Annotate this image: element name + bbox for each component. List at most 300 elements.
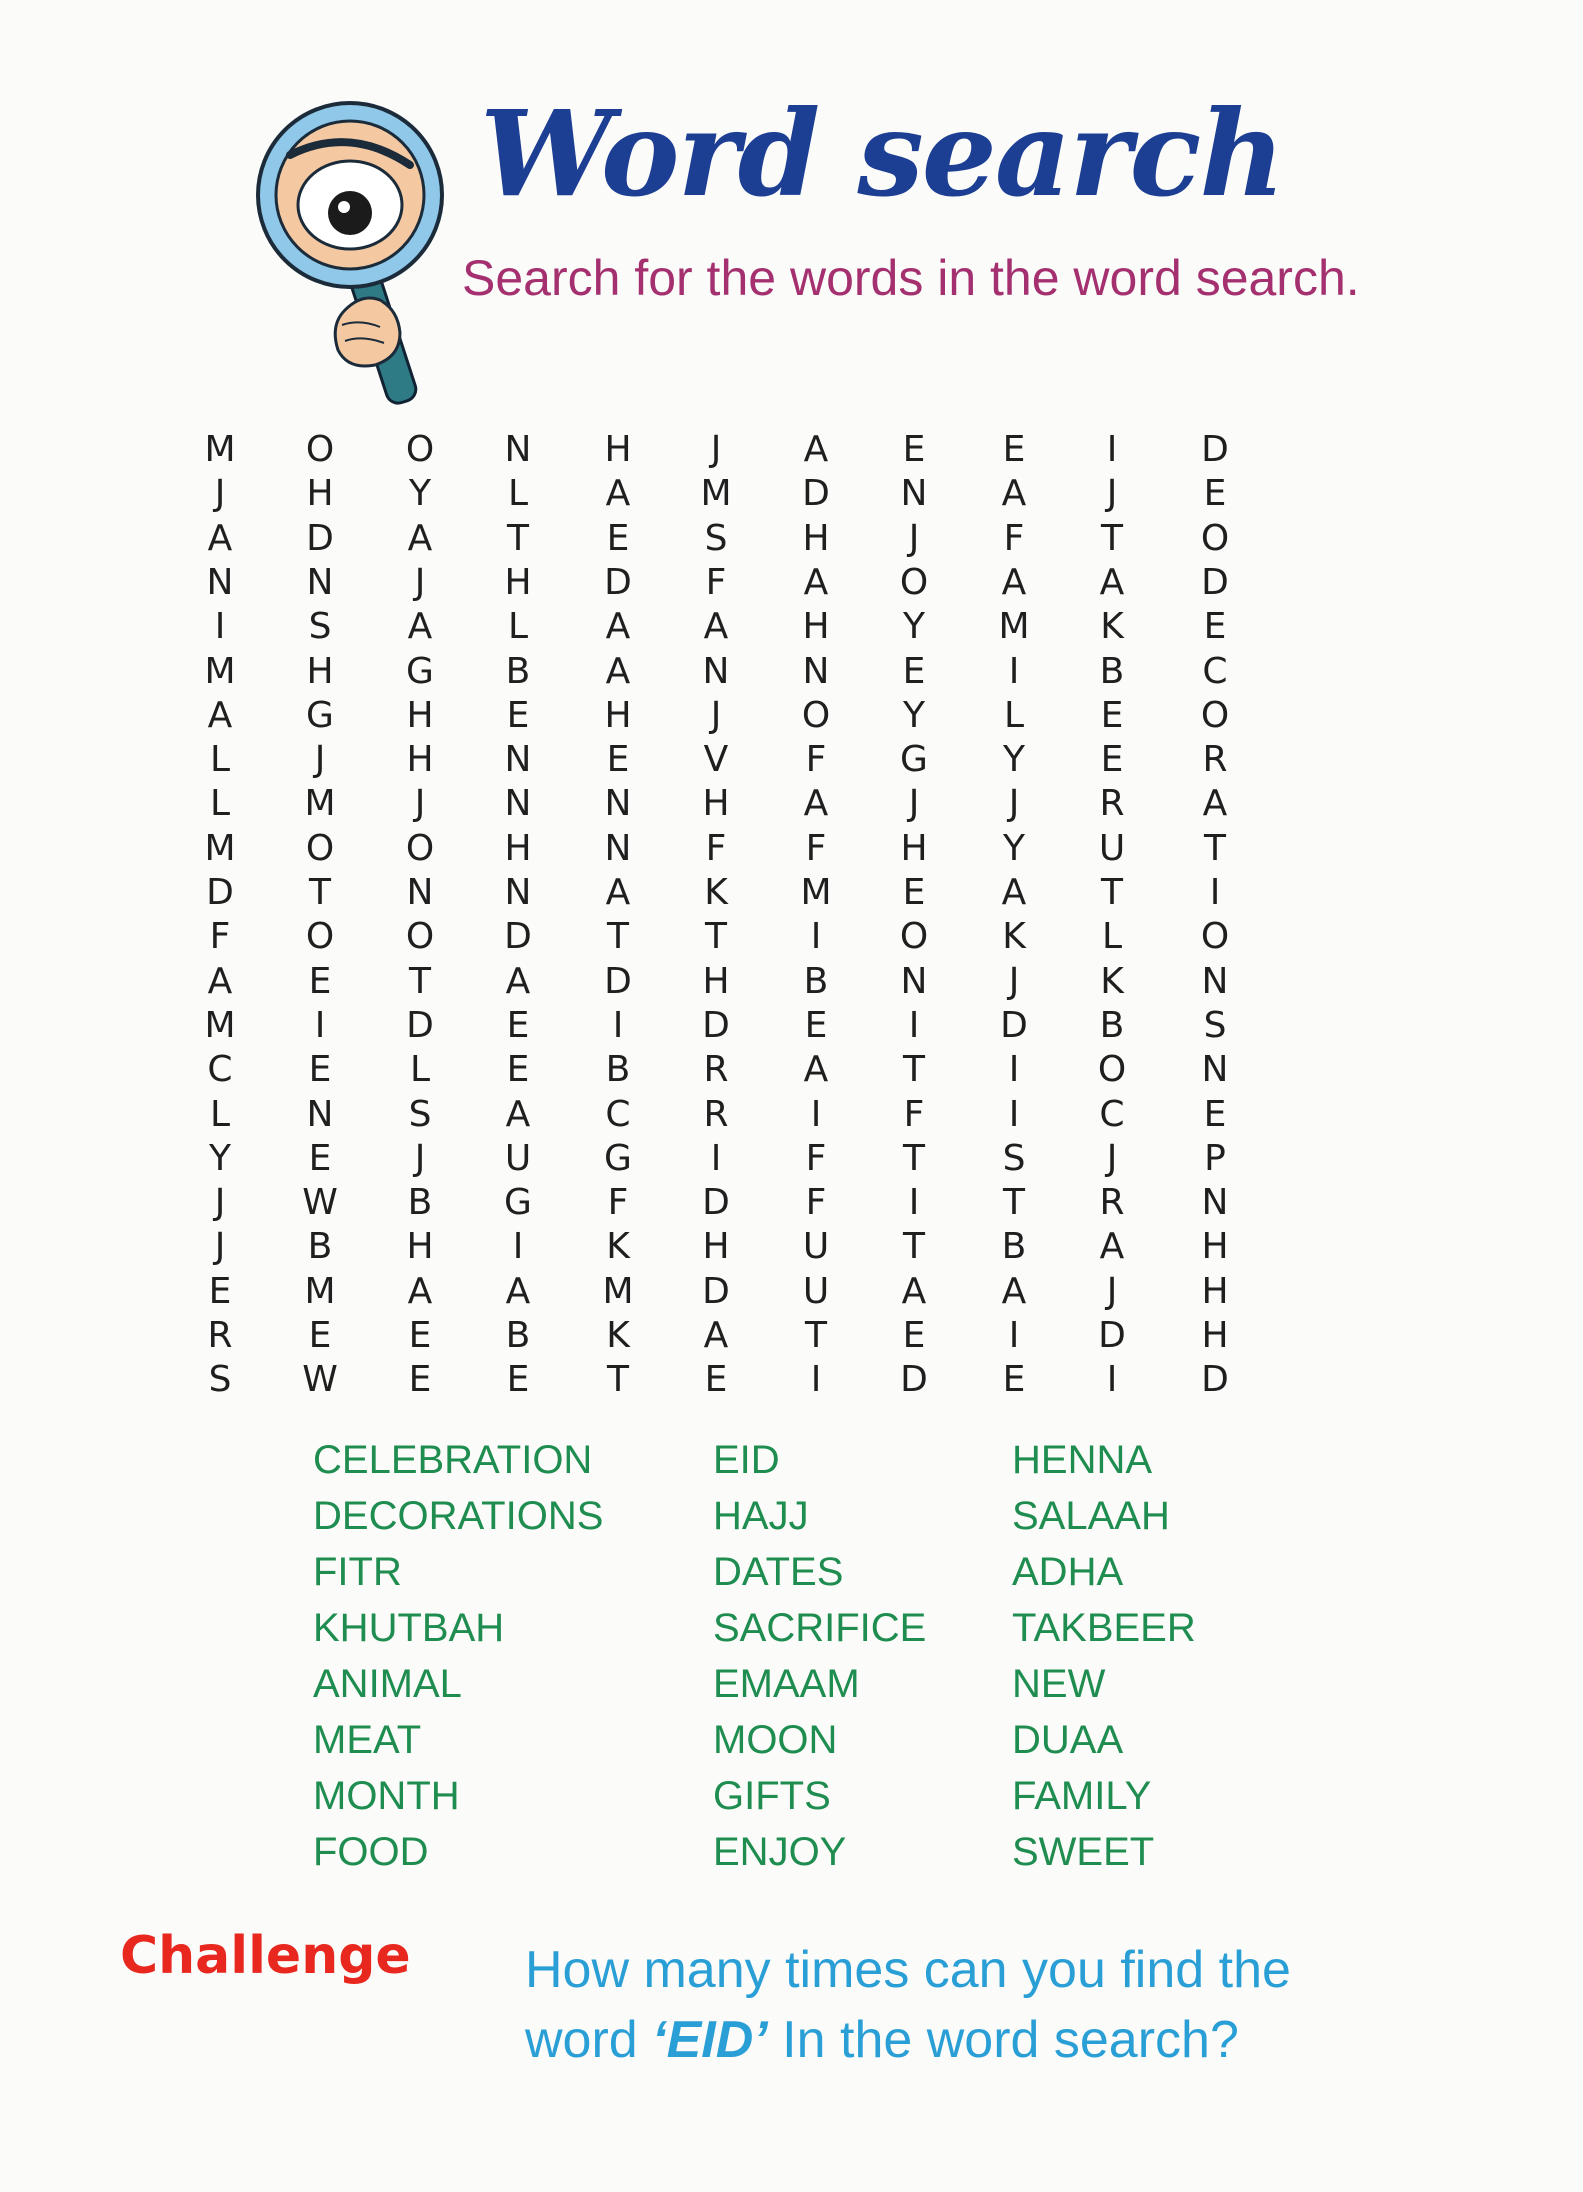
word-list-item: DECORATIONS	[313, 1494, 604, 1538]
word-list-item: MONTH	[313, 1774, 460, 1818]
grid-letter: B	[803, 960, 829, 1002]
grid-letter: A	[901, 1270, 927, 1312]
grid-letter: B	[505, 650, 531, 692]
grid-letter: H	[406, 739, 434, 781]
grid-letter: O	[405, 827, 435, 869]
grid-letter: H	[406, 1226, 434, 1268]
grid-letter: E	[1100, 694, 1124, 736]
grid-letter: G	[900, 739, 928, 781]
grid-letter: I	[314, 1004, 326, 1046]
grid-letter: I	[1209, 872, 1221, 913]
grid-letter: G	[604, 1137, 632, 1179]
grid-letter: A	[207, 694, 233, 736]
grid-letter: T	[607, 1359, 629, 1401]
grid-letter: A	[1001, 1270, 1027, 1312]
grid-letter: T	[903, 1226, 925, 1268]
grid-letter: O	[305, 429, 335, 470]
word-list-item: TAKBEER	[1012, 1606, 1196, 1650]
grid-letter: A	[803, 783, 829, 825]
grid-letter: D	[306, 517, 334, 559]
word-list-item: DATES	[713, 1550, 844, 1594]
grid-letter: S	[408, 1093, 432, 1135]
grid-letter: N	[1201, 1049, 1229, 1091]
grid-letter: U	[802, 1226, 830, 1268]
grid-letter: K	[1100, 960, 1124, 1002]
word-list-item: HENNA	[1012, 1438, 1153, 1482]
grid-row	[0, 1181, 1583, 1225]
grid-letter: M	[304, 1270, 336, 1312]
grid-letter: I	[810, 916, 822, 958]
grid-letter: E	[408, 1359, 432, 1401]
grid-letter: D	[604, 960, 632, 1002]
grid-letter: J	[1106, 1137, 1118, 1179]
page-subtitle: Search for the words in the word search.	[462, 250, 1360, 306]
grid-letter: A	[407, 1270, 433, 1312]
grid-letter: Y	[903, 694, 925, 736]
grid-letter: E	[1203, 1093, 1227, 1135]
grid-letter: H	[306, 650, 334, 692]
grid-letter: U	[504, 1137, 532, 1179]
grid-letter: A	[703, 1315, 729, 1356]
grid-letter: H	[604, 429, 632, 470]
grid-letter: L	[507, 473, 529, 515]
grid-letter: E	[902, 650, 926, 692]
grid-letter: A	[803, 429, 829, 470]
grid-letter: A	[1001, 473, 1027, 515]
grid-row	[0, 694, 1583, 738]
grid-letter: B	[605, 1049, 631, 1091]
grid-letter: C	[605, 1093, 631, 1135]
grid-letter: K	[1100, 606, 1124, 648]
grid-letter: J	[710, 429, 722, 470]
grid-letter: G	[306, 694, 334, 736]
grid-letter: H	[802, 606, 830, 648]
grid-letter: E	[308, 1137, 332, 1179]
grid-letter: A	[605, 606, 631, 648]
grid-row	[0, 738, 1583, 782]
grid-letter: S	[704, 517, 728, 559]
grid-letter: R	[207, 1315, 233, 1356]
grid-letter: F	[805, 1182, 827, 1224]
grid-letter: J	[908, 517, 920, 559]
grid-letter: T	[1204, 827, 1226, 869]
grid-letter: E	[506, 694, 530, 736]
grid-letter: Y	[1003, 827, 1025, 869]
grid-letter: S	[208, 1359, 232, 1401]
grid-letter: H	[1201, 1270, 1229, 1312]
grid-letter: D	[802, 473, 830, 515]
grid-letter: J	[414, 561, 426, 603]
grid-letter: N	[604, 783, 632, 825]
grid-letter: C	[1099, 1093, 1125, 1135]
grid-letter: O	[305, 827, 335, 869]
grid-letter: J	[214, 473, 226, 515]
word-list-item: HAJJ	[713, 1494, 809, 1538]
grid-letter: J	[414, 1137, 426, 1179]
grid-letter: E	[902, 1315, 926, 1356]
grid-letter: N	[504, 739, 532, 781]
grid-letter: H	[504, 827, 532, 869]
grid-letter: F	[805, 1137, 827, 1179]
grid-row	[0, 1137, 1583, 1181]
grid-letter: A	[703, 606, 729, 648]
challenge-line-2-suffix: In the word search?	[767, 2011, 1239, 2069]
challenge-label: Challenge	[120, 1926, 411, 1986]
grid-letter: C	[207, 1049, 233, 1091]
grid-letter: T	[409, 960, 431, 1002]
grid-row	[0, 561, 1583, 605]
grid-letter: B	[1099, 650, 1125, 692]
grid-letter: D	[604, 561, 632, 603]
grid-letter: O	[801, 694, 831, 736]
grid-letter: E	[1100, 739, 1124, 781]
grid-letter: O	[405, 916, 435, 958]
grid-letter: O	[305, 916, 335, 958]
word-list-item: FOOD	[313, 1830, 429, 1874]
grid-letter: T	[903, 1137, 925, 1179]
grid-letter: M	[204, 1004, 236, 1046]
grid-letter: U	[1098, 827, 1126, 869]
grid-letter: J	[314, 739, 326, 781]
grid-letter: H	[900, 827, 928, 869]
grid-letter: M	[204, 429, 236, 470]
grid-letter: I	[1008, 1093, 1020, 1135]
grid-letter: H	[504, 561, 532, 603]
grid-letter: J	[214, 1182, 226, 1224]
grid-letter: T	[507, 517, 529, 559]
grid-letter: E	[704, 1359, 728, 1401]
grid-letter: H	[702, 960, 730, 1002]
grid-letter: S	[1203, 1004, 1227, 1046]
grid-letter: A	[1099, 561, 1125, 603]
grid-letter: O	[899, 916, 929, 958]
grid-letter: T	[805, 1315, 827, 1356]
grid-letter: L	[209, 1093, 231, 1135]
grid-letter: E	[308, 1315, 332, 1356]
grid-letter: G	[504, 1182, 532, 1224]
grid-letter: D	[504, 916, 532, 958]
grid-letter: F	[805, 739, 827, 781]
grid-letter: H	[702, 783, 730, 825]
grid-letter: E	[506, 1049, 530, 1091]
word-list-item: KHUTBAH	[313, 1606, 505, 1650]
word-list-column	[713, 1432, 926, 1880]
grid-letter: N	[504, 429, 532, 470]
grid-letter: B	[1001, 1226, 1027, 1268]
grid-letter: F	[903, 1093, 925, 1135]
grid-letter: N	[702, 650, 730, 692]
grid-row	[0, 517, 1583, 561]
grid-letter: I	[810, 1093, 822, 1135]
word-list-item: FAMILY	[1012, 1774, 1152, 1818]
grid-letter: D	[1000, 1004, 1028, 1046]
grid-letter: M	[204, 827, 236, 869]
grid-letter: D	[702, 1270, 730, 1312]
grid-letter: I	[1106, 1359, 1118, 1401]
grid-letter: E	[506, 1004, 530, 1046]
grid-letter: N	[802, 650, 830, 692]
grid-row	[0, 915, 1583, 959]
grid-letter: R	[1099, 783, 1125, 825]
grid-letter: N	[206, 561, 234, 603]
grid-letter: E	[902, 429, 926, 470]
grid-letter: N	[604, 827, 632, 869]
grid-letter: O	[1200, 916, 1230, 958]
grid-row	[0, 472, 1583, 516]
grid-letter: I	[908, 1182, 920, 1224]
grid-letter: A	[605, 872, 631, 913]
grid-letter: E	[208, 1270, 232, 1312]
grid-letter: E	[1203, 606, 1227, 648]
grid-row	[0, 605, 1583, 649]
grid-letter: O	[1200, 517, 1230, 559]
grid-letter: H	[1201, 1315, 1229, 1356]
grid-row	[0, 827, 1583, 871]
grid-letter: H	[702, 1226, 730, 1268]
grid-letter: F	[209, 916, 231, 958]
grid-letter: N	[306, 561, 334, 603]
grid-letter: I	[214, 606, 226, 648]
grid-letter: E	[408, 1315, 432, 1356]
word-list-item: DUAA	[1012, 1718, 1124, 1762]
grid-letter: T	[1101, 872, 1123, 913]
grid-letter: V	[703, 739, 729, 781]
grid-letter: O	[405, 429, 435, 470]
grid-letter: I	[710, 1137, 722, 1179]
grid-letter: A	[207, 960, 233, 1002]
grid-letter: N	[900, 473, 928, 515]
grid-row	[0, 1314, 1583, 1358]
grid-letter: D	[900, 1359, 928, 1401]
grid-letter: H	[604, 694, 632, 736]
word-list-item: MOON	[713, 1718, 838, 1762]
grid-letter: F	[805, 827, 827, 869]
word-list-item: NEW	[1012, 1662, 1106, 1706]
grid-letter: I	[512, 1226, 524, 1268]
grid-letter: A	[505, 1093, 531, 1135]
grid-letter: E	[804, 1004, 828, 1046]
grid-letter: I	[810, 1359, 822, 1401]
grid-letter: A	[605, 473, 631, 515]
grid-letter: L	[209, 739, 231, 781]
grid-letter: I	[612, 1004, 624, 1046]
word-list-item: ANIMAL	[313, 1662, 462, 1706]
grid-letter: F	[607, 1182, 629, 1224]
grid-letter: M	[304, 783, 336, 825]
grid-letter: E	[1203, 473, 1227, 515]
grid-letter: L	[1003, 694, 1025, 736]
grid-letter: A	[1001, 561, 1027, 603]
grid-row	[0, 960, 1583, 1004]
grid-letter: R	[703, 1093, 729, 1135]
grid-letter: O	[1097, 1049, 1127, 1091]
grid-letter: M	[204, 650, 236, 692]
grid-letter: N	[504, 872, 532, 913]
grid-row	[0, 1358, 1583, 1402]
grid-letter: D	[702, 1182, 730, 1224]
grid-letter: E	[506, 1359, 530, 1401]
grid-letter: R	[1202, 739, 1228, 781]
grid-letter: F	[705, 561, 727, 603]
grid-letter: T	[607, 916, 629, 958]
word-list-item: SALAAH	[1012, 1494, 1170, 1538]
grid-letter: J	[908, 783, 920, 825]
grid-letter: O	[899, 561, 929, 603]
grid-letter: T	[903, 1049, 925, 1091]
grid-row	[0, 1270, 1583, 1314]
grid-letter: F	[705, 827, 727, 869]
grid-letter: I	[908, 1004, 920, 1046]
grid-letter: A	[207, 517, 233, 559]
challenge-line-2	[525, 2005, 1291, 2075]
grid-letter: E	[902, 872, 926, 913]
grid-row	[0, 871, 1583, 915]
challenge-line-1: How many times can you find the	[525, 1941, 1291, 1999]
grid-letter: B	[307, 1226, 333, 1268]
grid-letter: W	[302, 1359, 338, 1401]
grid-letter: E	[1002, 1359, 1026, 1401]
grid-letter: N	[1201, 1182, 1229, 1224]
grid-letter: E	[606, 517, 630, 559]
grid-letter: R	[1099, 1182, 1125, 1224]
grid-letter: D	[1201, 429, 1229, 470]
grid-letter: S	[1002, 1137, 1026, 1179]
grid-row	[0, 650, 1583, 694]
grid-letter: Y	[1003, 739, 1025, 781]
grid-letter: Y	[409, 473, 431, 515]
word-list-item: ADHA	[1012, 1550, 1124, 1594]
grid-letter: N	[406, 872, 434, 913]
grid-letter: J	[710, 694, 722, 736]
grid-letter: M	[700, 473, 732, 515]
grid-letter: T	[1003, 1182, 1025, 1224]
grid-letter: B	[505, 1315, 531, 1356]
grid-letter: J	[1008, 960, 1020, 1002]
grid-letter: L	[1101, 916, 1123, 958]
grid-row	[0, 1225, 1583, 1269]
grid-letter: K	[1002, 916, 1026, 958]
grid-letter: E	[1002, 429, 1026, 470]
grid-letter: D	[702, 1004, 730, 1046]
grid-letter: I	[1106, 429, 1118, 470]
word-list-column	[1012, 1432, 1196, 1880]
word-list-item: EMAAM	[713, 1662, 860, 1706]
grid-letter: D	[406, 1004, 434, 1046]
grid-letter: L	[209, 783, 231, 825]
grid-letter: I	[1008, 1315, 1020, 1356]
word-list-item: MEAT	[313, 1718, 422, 1762]
word-list-item: CELEBRATION	[313, 1438, 593, 1482]
grid-letter: K	[606, 1226, 630, 1268]
grid-letter: J	[214, 1226, 226, 1268]
grid-letter: D	[1201, 1359, 1229, 1401]
grid-letter: Y	[903, 606, 925, 648]
grid-row	[0, 1048, 1583, 1092]
grid-letter: B	[1099, 1004, 1125, 1046]
grid-letter: N	[1201, 960, 1229, 1002]
page-title: Word search	[480, 84, 1284, 223]
grid-letter: P	[1204, 1137, 1226, 1179]
word-list-column	[313, 1432, 603, 1880]
grid-letter: A	[505, 960, 531, 1002]
grid-letter: U	[802, 1270, 830, 1312]
grid-letter: H	[306, 473, 334, 515]
grid-letter: C	[1202, 650, 1228, 692]
grid-letter: D	[1098, 1315, 1126, 1356]
grid-letter: I	[1008, 1049, 1020, 1091]
word-list-item: ENJOY	[713, 1830, 847, 1874]
grid-letter: O	[1200, 694, 1230, 736]
grid-row	[0, 428, 1583, 472]
grid-letter: T	[1101, 517, 1123, 559]
grid-letter: E	[606, 739, 630, 781]
grid-letter: N	[306, 1093, 334, 1135]
grid-letter: K	[704, 872, 728, 913]
grid-letter: E	[308, 1049, 332, 1091]
grid-letter: A	[407, 517, 433, 559]
grid-letter: A	[407, 606, 433, 648]
grid-letter: A	[1202, 783, 1228, 825]
grid-letter: N	[900, 960, 928, 1002]
grid-letter: H	[802, 517, 830, 559]
grid-letter: A	[505, 1270, 531, 1312]
grid-letter: T	[705, 916, 727, 958]
grid-letter: J	[414, 783, 426, 825]
grid-letter: W	[302, 1182, 338, 1224]
grid-letter: A	[803, 561, 829, 603]
word-list-item: FITR	[313, 1550, 402, 1594]
grid-letter: A	[1001, 872, 1027, 913]
grid-row	[0, 1004, 1583, 1048]
grid-letter: A	[605, 650, 631, 692]
grid-row	[0, 782, 1583, 826]
grid-letter: M	[800, 872, 832, 913]
grid-letter: B	[407, 1182, 433, 1224]
challenge-line-2-prefix: word	[525, 2011, 653, 2069]
grid-letter: F	[1003, 517, 1025, 559]
grid-letter: R	[703, 1049, 729, 1091]
grid-letter: A	[803, 1049, 829, 1091]
grid-letter: H	[406, 694, 434, 736]
grid-letter: K	[606, 1315, 630, 1356]
grid-letter: S	[308, 606, 332, 648]
grid-letter: I	[1008, 650, 1020, 692]
grid-letter: T	[309, 872, 331, 913]
grid-letter: D	[1201, 561, 1229, 603]
grid-row	[0, 1093, 1583, 1137]
grid-letter: J	[1106, 473, 1118, 515]
grid-letter: G	[406, 650, 434, 692]
challenge-emphasis: ‘EID’	[652, 2011, 768, 2069]
grid-letter: M	[602, 1270, 634, 1312]
word-list-item: GIFTS	[713, 1774, 831, 1818]
grid-letter: M	[998, 606, 1030, 648]
grid-letter: D	[206, 872, 234, 913]
word-list-item: EID	[713, 1438, 780, 1482]
grid-letter: J	[1008, 783, 1020, 825]
grid-letter: N	[504, 783, 532, 825]
grid-letter: Y	[209, 1137, 231, 1179]
grid-letter: L	[409, 1049, 431, 1091]
grid-letter: L	[507, 606, 529, 648]
grid-letter: J	[1106, 1270, 1118, 1312]
grid-letter: E	[308, 960, 332, 1002]
challenge-text	[525, 1935, 1291, 2075]
grid-letter: A	[1099, 1226, 1125, 1268]
grid-letter: H	[1201, 1226, 1229, 1268]
word-list-item: SWEET	[1012, 1830, 1155, 1874]
word-list-item: SACRIFICE	[713, 1606, 927, 1650]
